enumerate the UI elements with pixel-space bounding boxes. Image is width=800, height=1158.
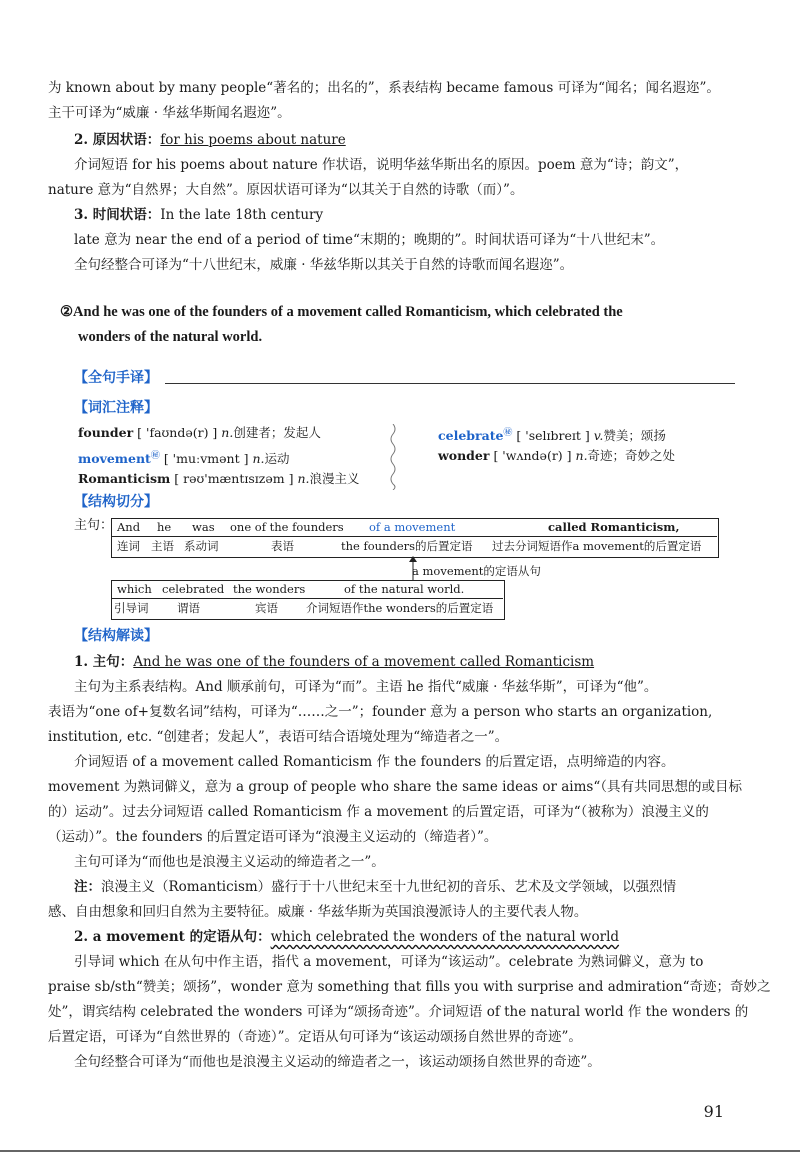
paragraph-line: 引导词 which 在从句中作主语，指代 a movement，可译为“该运动”。celebrate 为熟词僻义，意为 to [74,954,704,970]
analysis-heading-2 [74,927,619,947]
paragraph-line: 主干可译为“威廉 · 华兹华斯闻名遐迩”。 [48,105,291,121]
note-text: 浪漫主义（Romanticism）盛行于十八世纪末至十九世纪初的音乐、艺术及文学领域，以强烈情 [101,879,677,895]
page-number: 91 [703,1102,724,1121]
diagram-role: 系动词 [184,539,219,553]
bottom-rule [0,1150,800,1152]
subheading-label: 2. 原因状语： [74,132,161,148]
diagram-word: one of the founders [230,520,344,534]
sentence-line-1: And he was one of the founders of a movement called Romanticism, which celebrated the [73,304,623,320]
vocab-entry [78,446,290,469]
vocab-pos: n. [252,451,265,467]
diagram-word: the wonders [233,582,306,596]
analysis-heading-text: And he was one of the founders of a movement called Romanticism [133,654,595,670]
paragraph-line: 介词短语 of a movement called Romanticism 作 the founders 的后置定语，点明缔造的内容。 [74,754,675,770]
note-label: 注： [74,879,101,895]
target-sentence [60,300,740,325]
diagram-role: 主语 [151,539,174,553]
paragraph-line: 处”，谓宾结构 celebrated the wonders 可译为“颂扬奇迹”。介词短语 of the natural world 作 the wonders 的 [48,1004,749,1020]
paragraph-line: 主句为主系表结构。And 顺承前句，可译为“而”。主语 he 指代“威廉 · 华兹华斯”，可译为“他”。 [74,679,658,695]
vocab-entry [78,469,360,489]
vocab-entry [438,446,675,466]
diagram-role: 连词 [117,539,140,553]
paragraph-line: 介词短语 for his poems about nature 作状语，说明华兹华斯出名的原因。poem 意为“诗；韵文”， [74,157,689,173]
diagram-role: 表语 [271,539,294,553]
key-mark-icon: ㊙ [150,451,160,461]
main-clause-divider [111,536,717,537]
vocab-definition: 赞美；颂扬 [603,428,666,444]
subheading-text: for his poems about nature [160,132,346,148]
analysis-heading-text: which celebrated the wonders of the natural world [270,929,620,945]
paragraph-line: institution, etc. “创建者；发起人”，表语可结合语境处理为“缔造者之一”。 [48,729,509,745]
paragraph-line: 后置定语，可译为“自然世界的（奇迹）”。定语从句可译为“该运动颂扬自然世界的奇迹”。 [48,1029,582,1045]
vocab-phonetic: [ rəʊ'mæntɪsɪzəm ] [174,471,294,486]
vocab-pos: v. [593,428,604,444]
vocab-phonetic: [ 'wʌndə(r) ] [493,448,572,463]
paragraph-line: 表语为“one of+复数名词”结构，可译为“……之一”；founder 意为 a person who starts an organization, [48,704,713,720]
diagram-role: 引导词 [114,601,149,615]
vocab-divider [388,424,398,490]
sentence-line-2: wonders of the natural world. [78,329,263,345]
paragraph-line: 的）运动”。过去分词短语 called Romanticism 作 a movement 的后置定语，可译为“（被称为）浪漫主义的 [48,804,709,820]
diagram-role: 介词短语作the wonders的后置定语 [306,601,494,615]
subheading-2 [74,130,346,150]
diagram-main-label: 主句： [74,518,114,533]
diagram-role: 过去分词短语作a movement的后置定语 [492,539,702,553]
paragraph-line: 全句经整合可译为“十八世纪末，威廉 · 华兹华斯以其关于自然的诗歌而闻名遐迩”。 [74,257,574,273]
analysis-label: 2. a movement 的定语从句： [74,929,271,945]
vocab-pos: n. [575,448,588,463]
paragraph-line: 主句可译为“而他也是浪漫主义运动的缔造者之一”。 [74,854,385,870]
vocab-word: Romanticism [78,471,171,486]
relative-clause-divider [111,598,503,599]
diagram-role: 谓语 [177,601,200,615]
diagram-word: called Romanticism, [548,520,680,534]
vocab-entry [78,423,321,443]
section-structure-read: 【结构解读】 [74,628,158,644]
paragraph-line: 全句经整合可译为“而他也是浪漫主义运动的缔造者之一，该运动颂扬自然世界的奇迹”。 [74,1054,601,1070]
vocab-pos: n. [221,425,234,440]
diagram-role: the founders的后置定语 [341,539,473,553]
translation-blank-line[interactable] [165,382,735,384]
paragraph-line: nature 意为“自然界；大自然”。原因状语可译为“以其关于自然的诗歌（而）”。 [48,182,524,198]
section-translation: 【全句手译】 [74,370,158,386]
diagram-word: celebrated [162,582,225,596]
paragraph-line: praise sb/sth“赞美；颂扬”，wonder 意为 something that fills you with surprise and admiration“奇迹；奇妙之 [48,979,771,995]
note-line: 感、自由想象和回归自然为主要特征。威廉 · 华兹华斯为英国浪漫派诗人的主要代表人物。 [48,904,588,920]
vocab-phonetic: [ 'muːvmənt ] [163,451,249,467]
subheading-label: 3. 时间状语： [74,207,161,223]
vocab-definition: 创建者；发起人 [233,425,321,440]
sentence-number: ② [60,304,73,320]
vocab-word: celebrate [438,428,504,444]
vocab-definition: 奇迹；奇妙之处 [587,448,676,463]
diagram-word: of a movement [369,520,456,534]
analysis-label: 1. 主句： [74,654,134,670]
section-vocab: 【词汇注释】 [74,400,158,416]
section-structure-split: 【结构切分】 [74,494,158,510]
subheading-text: In the late 18th century [160,207,324,223]
diagram-role: 宾语 [255,601,278,615]
paragraph-line: （运动）”。the founders 的后置定语可译为“浪漫主义运动的（缔造者）”。 [48,829,498,845]
diagram-word: of the natural world. [344,582,465,596]
vocab-pos: n. [297,471,310,486]
vocab-word: movement [78,451,151,467]
note-line [74,877,676,897]
vocab-phonetic: [ 'faʊndə(r) ] [137,425,218,440]
diagram-word: which [117,582,152,596]
vocab-definition: 浪漫主义 [309,471,360,486]
analysis-heading-1 [74,652,594,672]
clause-note: a movement的定语从句 [412,564,541,578]
key-mark-icon: ㊙ [503,428,513,438]
diagram-word: was [192,520,215,534]
paragraph-line: 为 known about by many people“著名的；出名的”，系表结构 became famous 可译为“闻名；闻名遐迩”。 [48,80,720,96]
vocab-word: wonder [438,448,490,463]
diagram-word: And [117,520,141,534]
vocab-definition: 运动 [264,451,290,467]
paragraph-line: movement 为熟词僻义，意为 a group of people who share the same ideas or aims“（具有共同思想的或目标 [48,779,743,795]
vocab-phonetic: [ 'selɪbreɪt ] [516,428,590,444]
paragraph-line: late 意为 near the end of a period of time“末期的；晚期的”。时间状语可译为“十八世纪末”。 [74,232,665,248]
vocab-word: founder [78,425,134,440]
diagram-word: he [157,520,172,534]
vocab-entry [438,423,666,446]
subheading-3 [74,205,323,225]
